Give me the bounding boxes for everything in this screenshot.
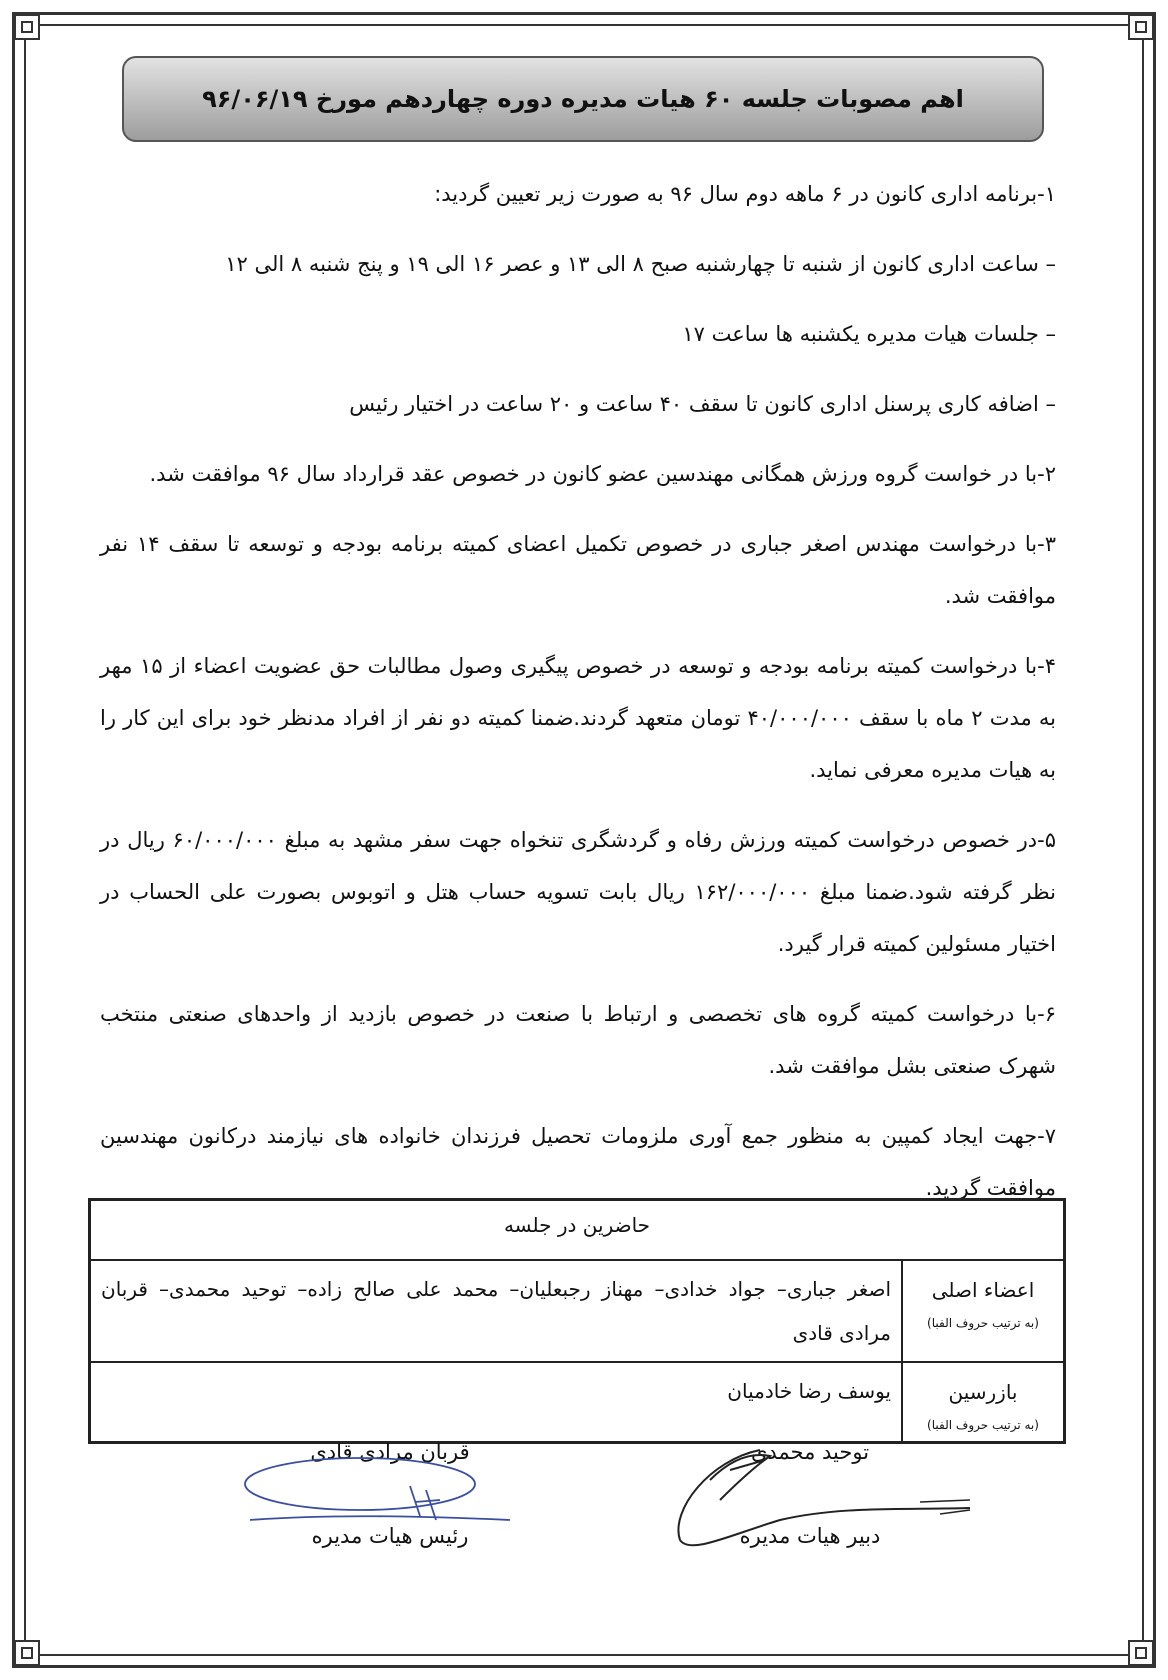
corner-ornament [1128,14,1154,40]
row-label-cell [902,1260,1065,1362]
resolutions-body [100,168,1056,1232]
document-title: اهم مصوبات جلسه ۶۰ هیات مدیره دوره چهاردهم مورخ ۹۶/۰۶/۱۹ [202,85,964,113]
signer-name: قربان مرادی قادی [310,1440,470,1464]
corner-ornament [1128,1640,1154,1666]
attendance-header: حاضرین در جلسه [90,1200,1065,1261]
signature-mark [240,1450,530,1540]
signature-mark [670,1440,990,1560]
corner-ornament [14,14,40,40]
row-label: اعضاء اصلی [931,1278,1035,1302]
signer-role: دبیر هیات مدیره [739,1524,881,1548]
attendance-header-row [90,1200,1065,1261]
resolution-item: ۷-جهت ایجاد کمپین به منظور جمع آوری ملزومات تحصیل فرزندان خانواده های نیازمند درکانون مهندسین موافقت گردید. [100,1124,1056,1200]
corner-ornament [14,1640,40,1666]
table-row [90,1362,1065,1443]
resolution-item: ۲-با در خواست گروه ورزش همگانی مهندسین عضو کانون در خصوص عقد قرارداد سال ۹۶ موافقت شد. [149,462,1056,486]
member-names: اصغر جباری– جواد خدادی– مهناز رجبعلیان– محمد علی صالح زاده– توحید محمدی– قربان مرادی قادی [90,1260,903,1362]
signer-name: توحید محمدی [750,1440,870,1464]
row-note: (به ترتیب حروف الفبا) [927,1418,1039,1432]
resolution-item: ۶-با درخواست کمیته گروه های تخصصی و ارتباط با صنعت در خصوص بازدید از واحدهای صنعتی منتخب شهرک صنعتی بشل موافقت شد. [100,1002,1056,1078]
row-label: بازرسین [948,1380,1018,1404]
row-note: (به ترتیب حروف الفبا) [927,1316,1039,1330]
resolution-item: ۵-در خصوص درخواست کمیته ورزش رفاه و گردشگری تنخواه جهت سفر مشهد به مبلغ ۶۰/۰۰۰/۰۰۰ ریال در نظر گرفته شود.ضمنا مبلغ ۱۶۲/۰۰۰/۰۰۰ ریال بابت تسویه حساب هتل و اتوبوس بصورت علی الحساب در اختیار مسئولین کمیته قرار گیرد. [100,828,1056,956]
resolution-item: ۴-با درخواست کمیته برنامه بودجه و توسعه در خصوص پیگیری وصول مطالبات حق عضویت اعضاء از ۱۵ مهر به مدت ۲ ماه با سقف ۴۰/۰۰۰/۰۰۰ تومان متعهد گردند.ضمنا کمیته دو نفر از افراد مدنظر خود برای این کار را به هیات مدیره معرفی نماید. [100,654,1056,782]
inspector-names: یوسف رضا خادمیان [90,1362,903,1443]
resolution-item: ۱-برنامه اداری کانون در ۶ ماهه دوم سال ۹۶ به صورت زیر تعیین گردید: [434,182,1056,206]
attendance-table [88,1198,1066,1444]
signer-role: رئیس هیات مدیره [311,1524,469,1548]
title-banner [122,56,1044,142]
resolution-subitem: – جلسات هیات مدیره یکشنبه ها ساعت ۱۷ [682,322,1056,346]
resolution-subitem: – اضافه کاری پرسنل اداری کانون تا سقف ۴۰ ساعت و ۲۰ ساعت در اختیار رئیس [349,392,1056,416]
resolution-item: ۳-با درخواست مهندس اصغر جباری در خصوص تکمیل اعضای کمیته برنامه بودجه و توسعه تا سقف ۱۴ نفر موافقت شد. [100,532,1056,608]
resolution-subitem: – ساعت اداری کانون از شنبه تا چهارشنبه صبح ۸ الی ۱۳ و عصر ۱۶ الی ۱۹ و پنج شنبه ۸ الی ۱۲ [225,252,1056,276]
row-label-cell [902,1362,1065,1443]
table-row [90,1260,1065,1362]
